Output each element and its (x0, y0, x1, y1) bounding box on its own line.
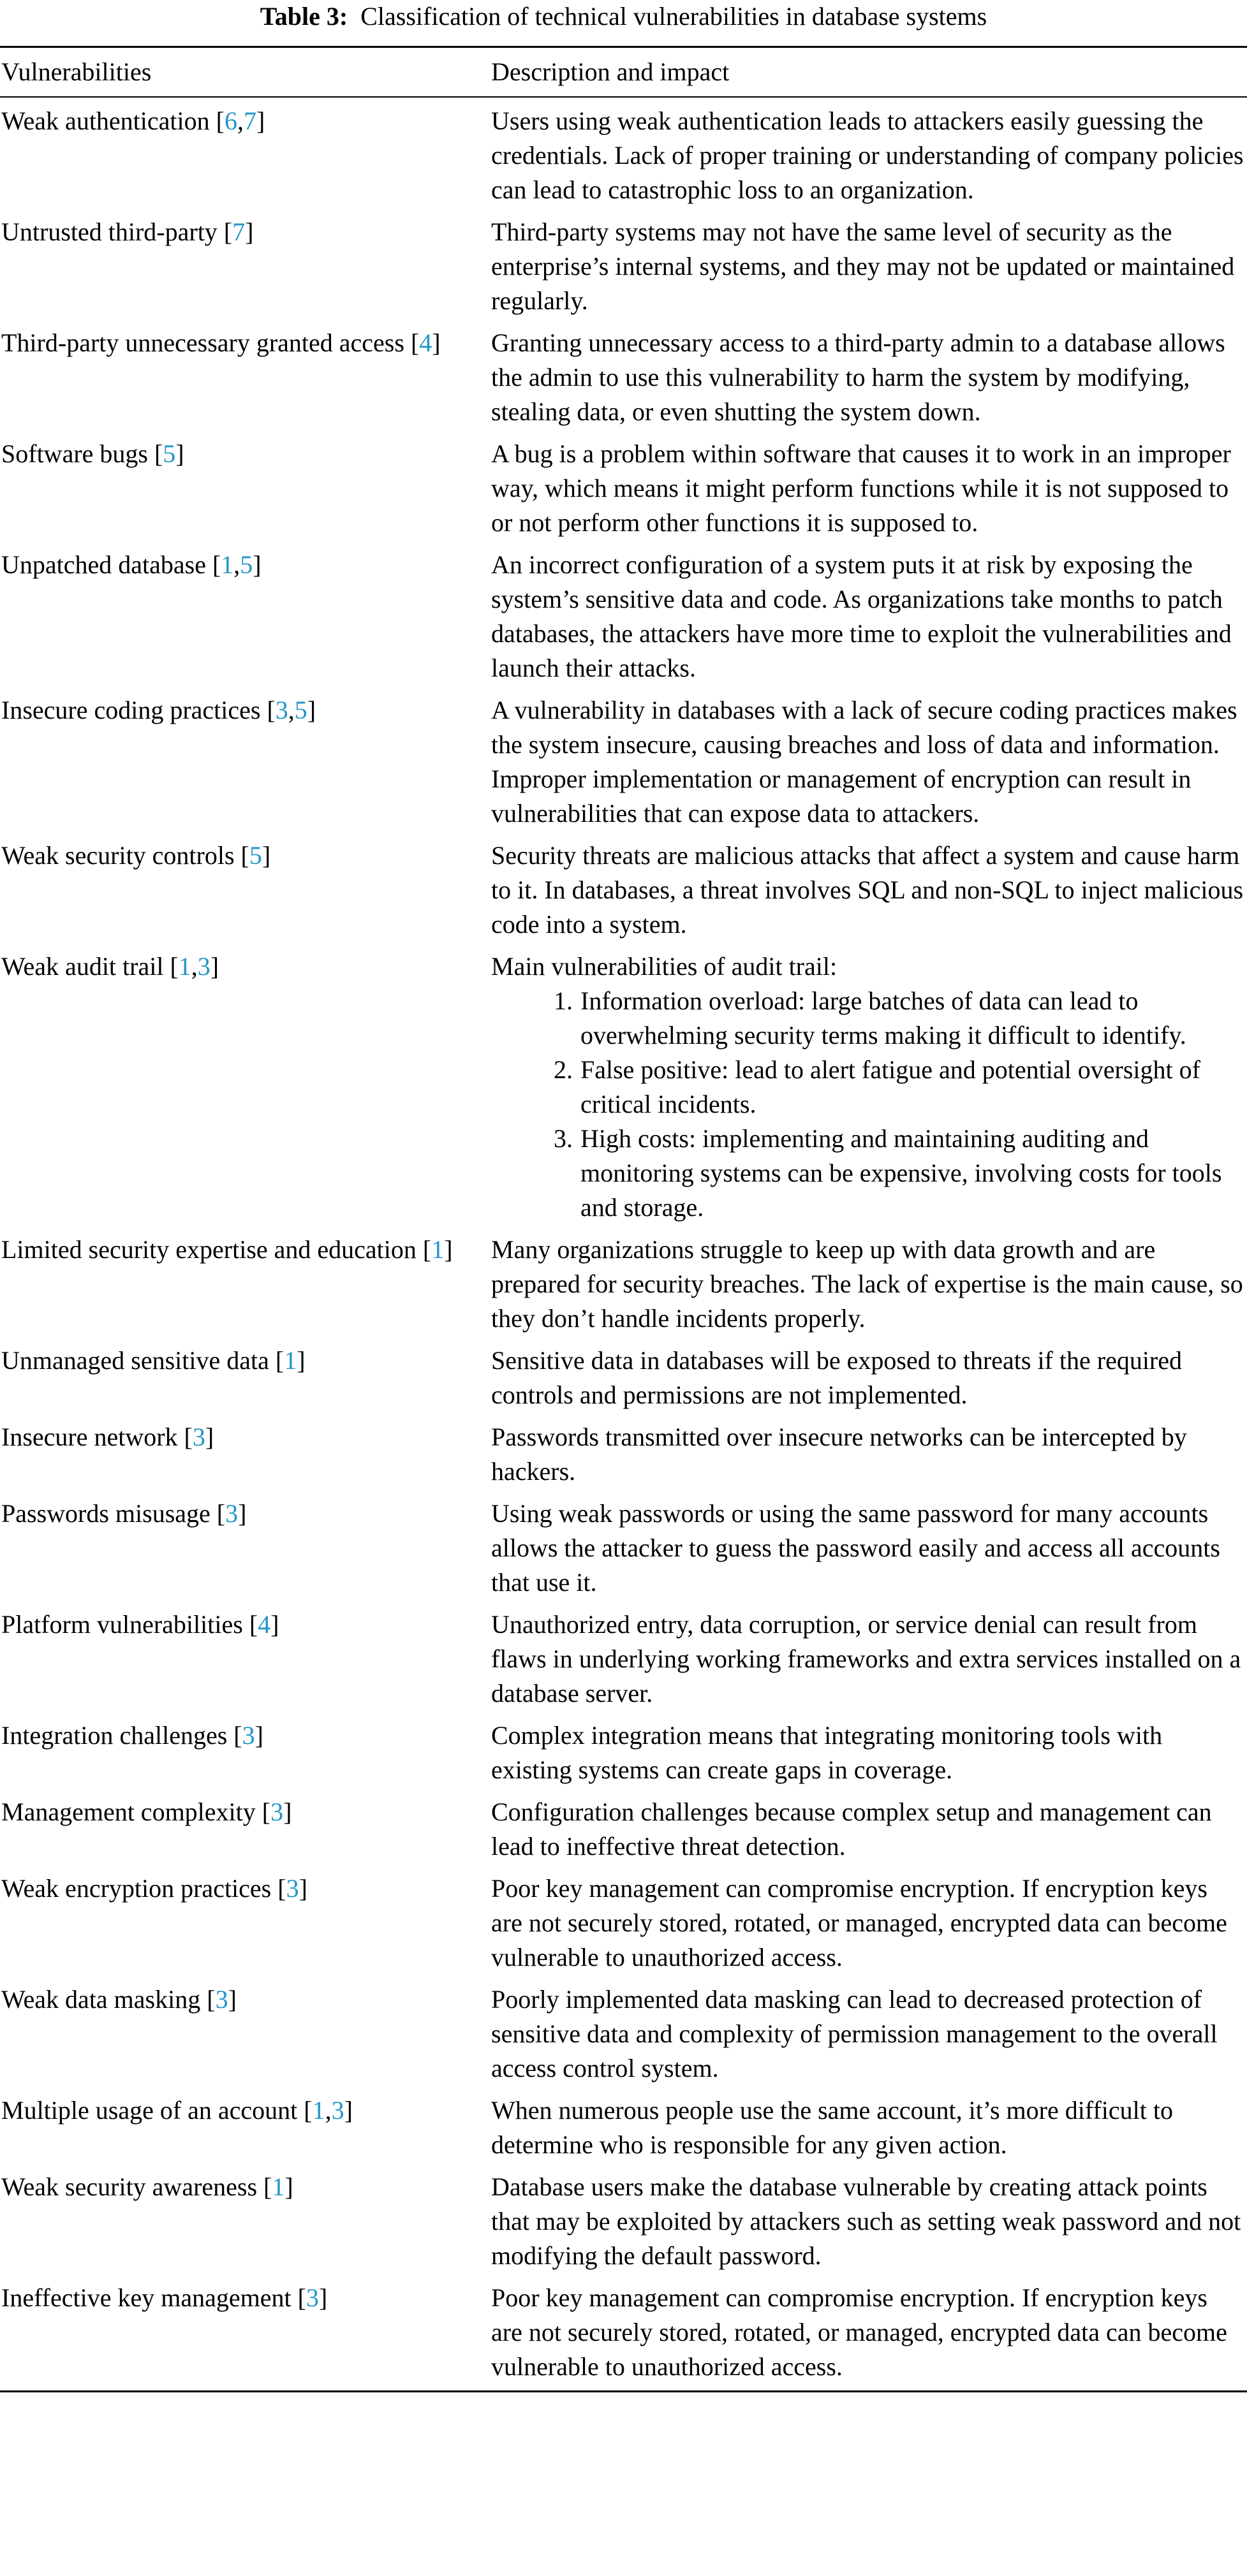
citation-link[interactable]: 3 (197, 952, 210, 981)
description-text: Granting unnecessary access to a third-party admin to a database allows the admin to use this vulnerability to harm the system by modifying, stealing data, or even shutting the system down. (491, 328, 1225, 426)
description-text: A bug is a problem within software that causes it to work in an improper way, which means it might perform functions while it is not supposed to or not perform other functions it is supposed to. (491, 439, 1231, 537)
vulnerability-cell: Software bugs [5] (1, 439, 184, 468)
vulnerability-cell: Unpatched database [1,5] (1, 550, 262, 579)
description-list (491, 984, 1244, 1225)
description-text: Complex integration means that integrating monitoring tools with existing systems can create gaps in coverage. (491, 1721, 1163, 1784)
table-row (0, 1497, 1247, 1600)
vulnerability-name: Passwords misusage (1, 1499, 210, 1528)
citation-link[interactable]: 3 (192, 1423, 205, 1451)
description-text: Passwords transmitted over insecure networks can be intercepted by hackers. (491, 1423, 1187, 1486)
citation-link[interactable]: 6 (224, 106, 237, 135)
vulnerability-cell: Weak audit trail [1,3] (1, 952, 219, 981)
vulnerability-cell: Platform vulnerabilities [4] (1, 1610, 279, 1639)
table-row (0, 1718, 1247, 1787)
citation-link[interactable]: 1 (178, 952, 191, 981)
vulnerability-name: Weak security awareness (1, 2172, 258, 2201)
vulnerability-name: Management complexity (1, 1797, 256, 1826)
vulnerability-cell: Integration challenges [3] (1, 1721, 263, 1750)
vulnerability-name: Software bugs (1, 439, 148, 468)
description-cell (491, 1607, 1247, 1711)
citation-link[interactable]: 7 (232, 217, 246, 246)
table-row (0, 838, 1247, 942)
description-text: Security threats are malicious attacks that affect a system and cause harm to it. In databases, a threat involves SQL and non-SQL to inject malicious code into a system. (491, 841, 1244, 939)
table-row (0, 2093, 1247, 2162)
list-item-text: False positive: lead to alert fatigue and potential oversight of critical incidents. (580, 1055, 1200, 1118)
list-item (491, 1053, 1244, 1122)
vulnerability-cell: Weak security awareness [1] (1, 2172, 293, 2201)
description-text: A vulnerability in databases with a lack of secure coding practices makes the system insecure, causing breaches and loss of data and information. Improper implementation or management of encryption can result in vulnerabilities that can expose data to attackers. (491, 696, 1237, 828)
vulnerability-cell: Weak authentication [6,7] (1, 106, 265, 135)
description-cell (491, 2093, 1247, 2162)
table-row (0, 548, 1247, 685)
description-cell (491, 1795, 1247, 1864)
vulnerability-name: Ineffective key management (1, 2283, 291, 2312)
description-cell (491, 548, 1247, 685)
table-row (0, 1607, 1247, 1711)
vulnerability-cell: Passwords misusage [3] (1, 1499, 247, 1528)
vulnerability-name: Integration challenges (1, 1721, 228, 1750)
vulnerability-name: Untrusted third-party (1, 217, 218, 246)
description-cell (491, 104, 1247, 207)
table-row (0, 2281, 1247, 2384)
description-cell (491, 2281, 1247, 2384)
vulnerability-cell: Third-party unnecessary granted access [4] (1, 328, 441, 357)
vulnerability-name: Multiple usage of an account (1, 2096, 298, 2125)
description-text: Poor key management can compromise encryption. If encryption keys are not securely stored, rotated, or managed, encrypted data can become vulnerable to unauthorized access. (491, 1874, 1227, 1972)
list-item-number: 1. (554, 986, 573, 1015)
description-cell (491, 1497, 1247, 1600)
citation-link[interactable]: 4 (419, 328, 432, 357)
citation-link[interactable]: 1 (284, 1346, 297, 1375)
table-body (0, 98, 1247, 2390)
vulnerability-cell: Weak data masking [3] (1, 1985, 237, 2014)
description-text: Poorly implemented data masking can lead to decreased protection of sensitive data and complexity of permission management to the overall access control system. (491, 1985, 1218, 2082)
description-text: Database users make the database vulnerable by creating attack points that may be exploited by attackers such as setting weak password and not modifying the default password. (491, 2172, 1241, 2270)
vulnerability-name: Unmanaged sensitive data (1, 1346, 269, 1375)
citation-link[interactable]: 3 (242, 1721, 255, 1750)
description-cell (491, 2170, 1247, 2273)
citation-link[interactable]: 5 (249, 841, 262, 870)
citation-link[interactable]: 5 (163, 439, 176, 468)
vulnerability-cell: Weak encryption practices [3] (1, 1874, 307, 1903)
vulnerability-cell: Ineffective key management [3] (1, 2283, 328, 2312)
table-caption-text: Classification of technical vulnerabilities in database systems (360, 2, 987, 31)
vulnerability-cell: Management complexity [3] (1, 1797, 292, 1826)
description-text: Unauthorized entry, data corruption, or service denial can result from flaws in underlying working frameworks and extra services installed on a database server. (491, 1610, 1241, 1708)
table-row (0, 1795, 1247, 1864)
vulnerability-name: Platform vulnerabilities (1, 1610, 243, 1639)
table-row (0, 949, 1247, 1225)
header-vulnerabilities: Vulnerabilities (1, 57, 152, 86)
description-cell (491, 693, 1247, 831)
list-item (491, 1122, 1244, 1225)
header-description: Description and impact (491, 57, 730, 86)
description-text: Configuration challenges because complex setup and management can lead to ineffective threat detection. (491, 1797, 1212, 1861)
table-row (0, 215, 1247, 318)
description-cell (491, 838, 1247, 942)
list-item-text: High costs: implementing and maintaining auditing and monitoring systems can be expensive, involving costs for tools and storage. (580, 1124, 1222, 1222)
vulnerability-name: Unpatched database (1, 550, 206, 579)
vulnerability-name: Insecure coding practices (1, 696, 261, 724)
description-text: Main vulnerabilities of audit trail: (491, 952, 837, 981)
citation-link[interactable]: 3 (286, 1874, 299, 1903)
vulnerability-name: Limited security expertise and education (1, 1235, 417, 1264)
vulnerability-name: Weak authentication (1, 106, 210, 135)
table-row (0, 104, 1247, 207)
vulnerability-name: Weak security controls (1, 841, 235, 870)
vulnerability-cell: Multiple usage of an account [1,3] (1, 2096, 353, 2125)
citation-link[interactable]: 1 (312, 2096, 325, 2125)
citation-link[interactable]: 3 (331, 2096, 344, 2125)
citation-link[interactable]: 3 (270, 1797, 284, 1826)
vulnerability-cell: Limited security expertise and education [1] (1, 1235, 453, 1264)
description-cell (491, 326, 1247, 429)
description-cell (491, 215, 1247, 318)
description-text: Sensitive data in databases will be exposed to threats if the required controls and permissions are not implemented. (491, 1346, 1183, 1409)
table-row (0, 693, 1247, 831)
citation-link[interactable]: 4 (258, 1610, 271, 1639)
citation-link[interactable]: 3 (306, 2283, 319, 2312)
list-item-number: 2. (554, 1055, 573, 1084)
vulnerability-name: Weak audit trail (1, 952, 164, 981)
vulnerability-cell: Untrusted third-party [7] (1, 217, 254, 246)
citation-link[interactable]: 3 (215, 1985, 228, 2014)
description-cell (491, 1982, 1247, 2086)
table-row (0, 437, 1247, 540)
list-item (491, 984, 1244, 1053)
table-row (0, 1871, 1247, 1975)
citation-link[interactable]: 5 (240, 550, 253, 579)
table-row (0, 326, 1247, 429)
description-text: Many organizations struggle to keep up with data growth and are prepared for security breaches. The lack of expertise is the main cause, so they don’t handle incidents properly. (491, 1235, 1243, 1333)
citation-link[interactable]: 3 (225, 1499, 239, 1528)
description-text: An incorrect configuration of a system puts it at risk by exposing the system’s sensitive data and code. As organizations take months to patch databases, the attackers have more time to exploit the vulnerabilities and launch their attacks. (491, 550, 1232, 682)
vulnerability-cell: Unmanaged sensitive data [1] (1, 1346, 306, 1375)
table-row (0, 1982, 1247, 2086)
vulnerability-name: Weak encryption practices (1, 1874, 272, 1903)
list-item-text: Information overload: large batches of data can lead to overwhelming security terms making it difficult to identify. (580, 986, 1186, 1050)
citation-link[interactable]: 3 (275, 696, 288, 724)
table-caption-label: Table 3: (260, 2, 348, 31)
table-row (0, 1343, 1247, 1412)
vulnerability-name: Weak data masking (1, 1985, 201, 2014)
table-row (0, 1420, 1247, 1489)
vulnerability-cell: Insecure network [3] (1, 1423, 214, 1451)
table-row (0, 1233, 1247, 1336)
description-cell (491, 437, 1247, 540)
citation-link[interactable]: 5 (294, 696, 307, 724)
description-cell (491, 1871, 1247, 1975)
description-cell (491, 1233, 1247, 1336)
citation-link[interactable]: 1 (431, 1235, 445, 1264)
citation-link[interactable]: 7 (243, 106, 256, 135)
description-text: When numerous people use the same account, it’s more difficult to determine who is responsible for any given action. (491, 2096, 1173, 2159)
description-text: Third-party systems may not have the same level of security as the enterprise’s internal systems, and they may not be updated or maintained regularly. (491, 217, 1235, 315)
description-cell (491, 1718, 1247, 1787)
list-item-number: 3. (554, 1124, 573, 1153)
vulnerability-name: Third-party unnecessary granted access (1, 328, 404, 357)
vulnerability-name: Insecure network (1, 1423, 178, 1451)
table-caption (0, 0, 1247, 38)
vulnerabilities-table (0, 46, 1247, 2392)
vulnerability-cell: Insecure coding practices [3,5] (1, 696, 316, 724)
vulnerability-cell: Weak security controls [5] (1, 841, 271, 870)
description-text: Poor key management can compromise encryption. If encryption keys are not securely stored, rotated, or managed, encrypted data can become vulnerable to unauthorized access. (491, 2283, 1227, 2381)
table-row (0, 2170, 1247, 2273)
description-text: Using weak passwords or using the same password for many accounts allows the attacker to guess the password easily and access all accounts that use it. (491, 1499, 1220, 1597)
table-header-row (0, 48, 1247, 98)
citation-link[interactable]: 1 (272, 2172, 285, 2201)
description-cell (491, 1420, 1247, 1489)
description-text: Users using weak authentication leads to attackers easily guessing the credentials. Lack of proper training or understanding of company policies can lead to catastrophic loss to an organization. (491, 106, 1244, 204)
citation-link[interactable]: 1 (221, 550, 234, 579)
description-cell (491, 949, 1247, 1225)
description-cell (491, 1343, 1247, 1412)
